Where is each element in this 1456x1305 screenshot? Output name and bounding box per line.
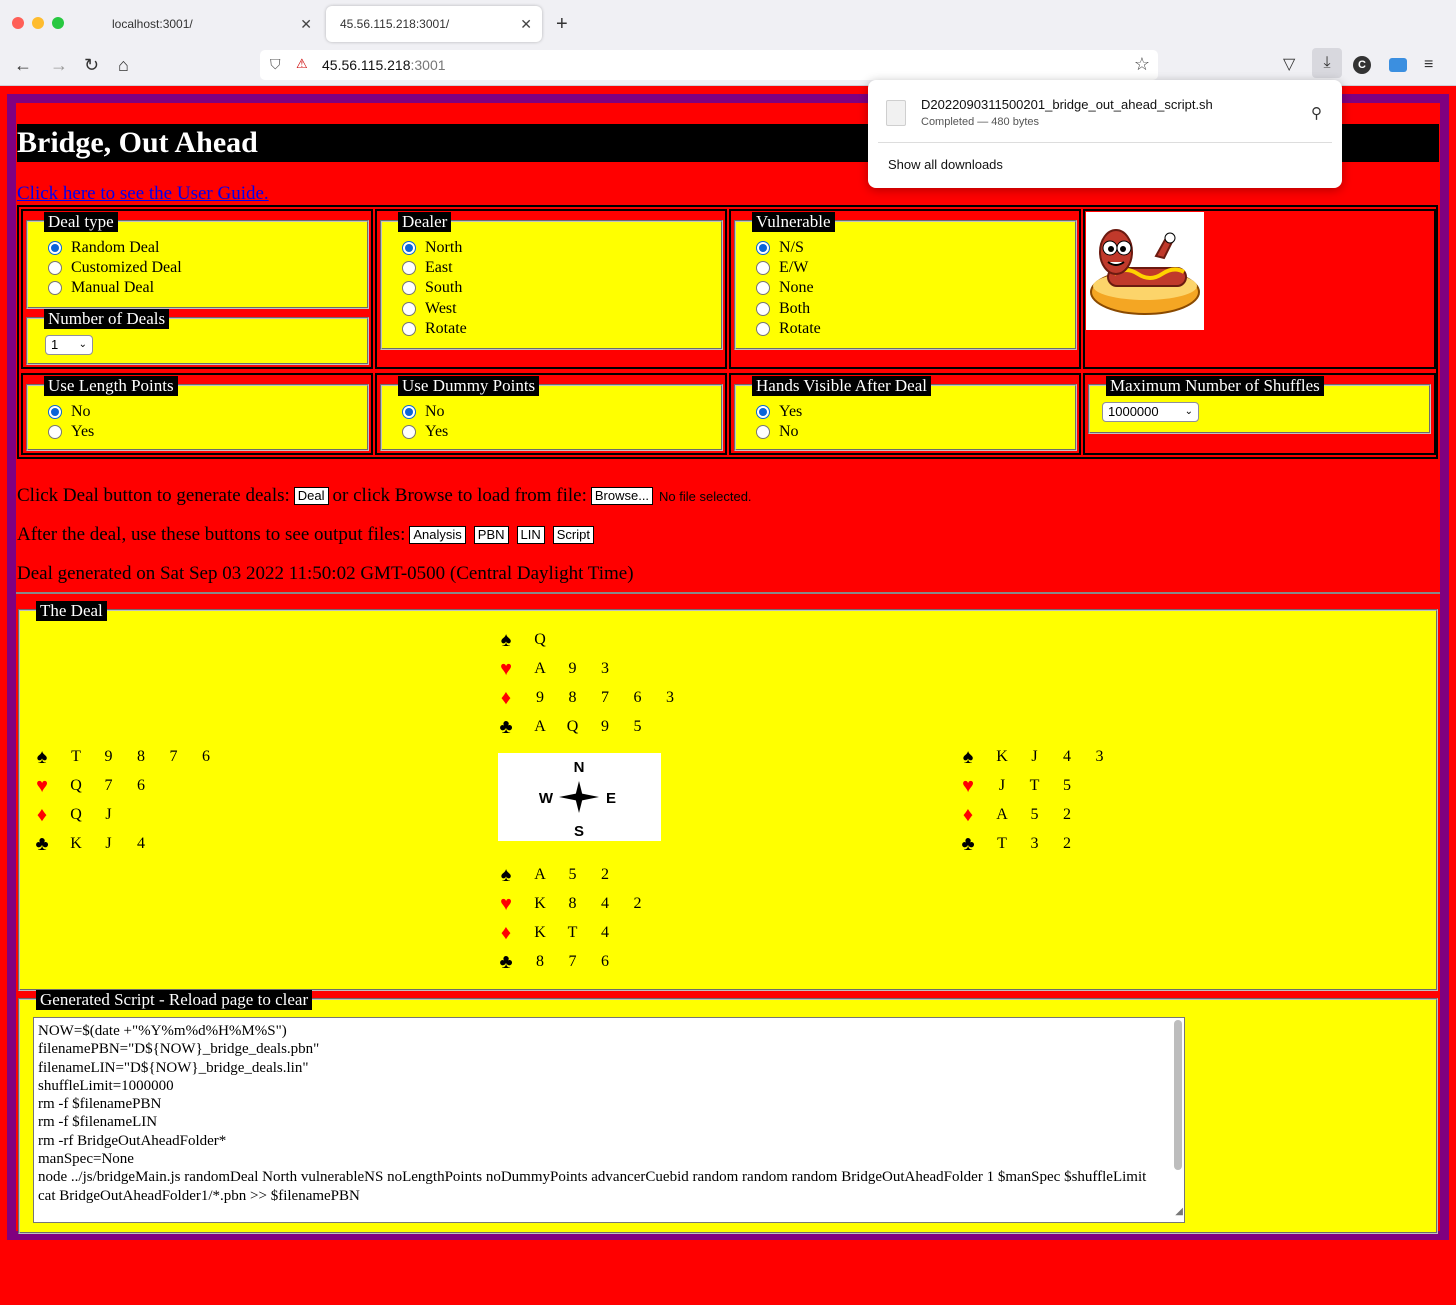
zoom-window-button[interactable] [52, 17, 64, 29]
deal-button[interactable]: Deal [294, 487, 329, 505]
radio-none[interactable] [756, 278, 814, 298]
hotdog-mascot-icon [1086, 212, 1204, 330]
radio-label: Yes [425, 423, 449, 440]
radio-label: Both [779, 300, 811, 317]
script-textarea[interactable] [33, 1017, 1185, 1223]
diamonds-icon: ♦ [962, 804, 974, 826]
resize-grip-icon[interactable]: ◢ [1175, 1205, 1183, 1217]
script-line: filenamePBN="D${NOW}_bridge_deals.pbn" [38, 1041, 320, 1058]
deal-type-group [26, 212, 369, 309]
length-points-cell [21, 373, 373, 455]
card-rank: 4 [601, 895, 609, 912]
script-line: rm -rf BridgeOutAheadFolder* [38, 1132, 227, 1149]
card-rank: A [534, 718, 546, 735]
radio-button[interactable] [756, 241, 770, 255]
card-rank: K [534, 895, 546, 912]
downloads-panel [868, 80, 1342, 188]
card-rank: Q [534, 631, 546, 648]
card-rank: 6 [202, 748, 210, 765]
card-rank: A [534, 660, 546, 677]
radio-both[interactable] [756, 299, 810, 319]
vulnerable-cell [729, 209, 1081, 369]
card-rank: 7 [601, 689, 609, 706]
settings-grid [17, 205, 1438, 459]
hearts-icon: ♥ [500, 658, 512, 680]
browse-instruction: or click Browse to load from file: [332, 485, 587, 506]
radio-north[interactable] [402, 238, 462, 258]
download-icon[interactable]: ⤓ [1312, 48, 1342, 78]
radio-dummy-yes[interactable] [402, 422, 448, 442]
radio-button[interactable] [402, 241, 416, 255]
deal-legend: The Deal [36, 601, 107, 621]
card-rank: 8 [568, 689, 577, 706]
radio-dummy-no[interactable] [402, 402, 445, 422]
radio-button[interactable] [402, 405, 416, 419]
radio-label: E/W [779, 259, 809, 276]
card-rank: 4 [601, 924, 609, 941]
radio-label: Manual Deal [71, 279, 155, 296]
pbn-button[interactable]: PBN [474, 526, 509, 544]
card-rank: 5 [1030, 806, 1039, 823]
radio-vul-rotate[interactable] [756, 319, 821, 339]
radio-length-yes[interactable] [48, 422, 94, 442]
clubs-icon: ♣ [499, 951, 513, 973]
hands-visible-legend: Hands Visible After Deal [752, 376, 931, 396]
new-tab-icon[interactable]: + [556, 13, 568, 35]
card-rank: T [997, 835, 1007, 852]
card-rank: 3 [601, 660, 609, 677]
pocket-icon[interactable]: ▽ [1283, 56, 1296, 73]
compass-icon [498, 753, 661, 841]
divider [878, 142, 1332, 143]
card-rank: 6 [137, 777, 145, 794]
card-rank: 8 [137, 748, 145, 765]
output-controls-line [17, 524, 598, 546]
file-icon [886, 100, 906, 126]
radio-visible-no[interactable] [756, 422, 799, 442]
hearts-icon: ♥ [36, 775, 48, 797]
card-rank: 8 [568, 895, 577, 912]
show-in-folder-icon[interactable]: ⚲ [1311, 105, 1322, 122]
dummy-points-group [380, 376, 723, 451]
radio-button[interactable] [48, 405, 62, 419]
user-guide-link[interactable]: Click here to see the User Guide. [17, 183, 269, 204]
radio-label: Yes [71, 423, 95, 440]
card-rank: J [105, 806, 112, 823]
deal-instruction: Click Deal button to generate deals: [17, 485, 290, 506]
select-value: 1 [51, 337, 59, 352]
card-rank: 2 [601, 866, 609, 883]
radio-label: East [425, 259, 453, 276]
browse-button[interactable]: Browse... [591, 487, 653, 505]
radio-label: No [71, 403, 91, 420]
card-rank: 9 [104, 748, 113, 765]
radio-label: No [779, 423, 799, 440]
radio-west[interactable] [402, 299, 457, 319]
radio-button[interactable] [402, 261, 416, 275]
shield-icon[interactable]: ⛉ [270, 56, 281, 72]
clubs-icon: ♣ [499, 716, 513, 738]
diamonds-icon: ♦ [500, 922, 512, 944]
show-all-downloads-button[interactable]: Show all downloads [888, 157, 1003, 172]
card-rank: 4 [1063, 748, 1071, 765]
close-window-button[interactable] [12, 17, 24, 29]
radio-button[interactable] [402, 322, 416, 336]
hands-visible-group [734, 376, 1077, 451]
radio-label: North [425, 239, 463, 256]
script-line: node ../js/bridgeMain.js randomDeal North vulnerableNS noLengthPoints noDummyPoints advancerCuebid random random random BridgeOutAheadFolder 1 $manSpec $shuffleLimit [38, 1169, 1147, 1186]
card-rank: J [1031, 748, 1038, 765]
length-points-group [26, 376, 369, 451]
script-legend: Generated Script - Reload page to clear [36, 990, 312, 1010]
card-rank: 2 [1063, 806, 1071, 823]
card-rank: 3 [1030, 835, 1039, 852]
card-rank: 3 [1095, 748, 1104, 765]
radio-visible-yes[interactable] [756, 402, 802, 422]
extension-icon[interactable] [1389, 58, 1407, 72]
tab-label: localhost:3001/ [112, 17, 193, 31]
tab-localhost[interactable] [98, 6, 322, 42]
generated-timestamp: Deal generated on Sat Sep 03 2022 11:50:02 GMT-0500 (Central Daylight Time) [17, 563, 634, 584]
card-rank: K [534, 924, 546, 941]
radio-button[interactable] [402, 425, 416, 439]
menu-icon[interactable]: ≡ [1424, 56, 1434, 73]
card-rank: Q [70, 806, 82, 823]
reload-icon[interactable]: ↻ [84, 55, 100, 75]
hearts-icon: ♥ [962, 775, 974, 797]
radio-ns[interactable] [756, 238, 804, 258]
radio-dealer-rotate[interactable] [402, 319, 467, 339]
logo-cell [1083, 209, 1436, 369]
compass-rose [498, 753, 661, 841]
tab-label: 45.56.115.218:3001/ [340, 17, 450, 31]
card-rank: 8 [536, 953, 544, 970]
hearts-icon: ♥ [500, 893, 512, 915]
card-rank: 6 [633, 689, 642, 706]
card-rank: 9 [568, 660, 577, 677]
card-rank: 5 [568, 866, 577, 883]
card-rank: 5 [633, 718, 642, 735]
card-rank: 7 [104, 777, 113, 794]
diamonds-icon: ♦ [500, 687, 512, 709]
card-rank: K [70, 835, 82, 852]
max-shuffles-group [1088, 376, 1431, 434]
minimize-window-button[interactable] [32, 17, 44, 29]
card-rank: 7 [169, 748, 178, 765]
dealer-cell [375, 209, 727, 369]
card-rank: 2 [633, 895, 642, 912]
forward-icon[interactable]: → [50, 55, 68, 75]
compass-north: N [573, 759, 585, 776]
card-rank: 9 [601, 718, 609, 735]
back-icon[interactable]: ← [14, 55, 32, 75]
card-rank: 2 [1063, 835, 1071, 852]
account-icon[interactable]: C [1353, 56, 1371, 74]
radio-label: Customized Deal [71, 259, 182, 276]
output-instruction: After the deal, use these buttons to see output files: [17, 524, 406, 545]
max-shuffles-cell [1083, 373, 1436, 455]
card-rank: J [998, 777, 1006, 794]
radio-button[interactable] [48, 241, 62, 255]
vulnerable-group [734, 212, 1077, 350]
length-points-legend: Use Length Points [44, 376, 178, 396]
radio-customized-deal[interactable] [48, 258, 182, 278]
script-line: filenameLIN="D${NOW}_bridge_deals.lin" [38, 1059, 309, 1076]
script-button[interactable]: Script [553, 526, 594, 544]
no-file-text: No file selected. [659, 488, 752, 504]
compass-west: W [538, 790, 554, 807]
page-title: Bridge, Out Ahead [17, 124, 1439, 162]
radio-east[interactable] [402, 258, 453, 278]
radio-label: None [779, 279, 814, 296]
num-deals-group [26, 309, 369, 365]
radio-button[interactable] [756, 281, 770, 295]
card-rank: 3 [666, 689, 674, 706]
radio-label: Rotate [779, 320, 821, 337]
insecure-lock-icon[interactable]: ⚠ [296, 56, 308, 71]
card-rank: 4 [137, 835, 145, 852]
hands-visible-cell [729, 373, 1081, 455]
script-panel [18, 990, 1438, 1234]
radio-manual-deal[interactable] [48, 278, 154, 298]
diamonds-icon: ♦ [36, 804, 48, 826]
radio-label: Rotate [425, 320, 467, 337]
home-icon[interactable]: ⌂ [118, 55, 129, 75]
card-rank: J [105, 835, 112, 852]
chevron-down-icon: ⌄ [1184, 406, 1193, 417]
deal-controls-line [17, 485, 752, 507]
script-line: cat BridgeOutAheadFolder1/*.pbn >> $filenamePBN [38, 1187, 360, 1204]
script-line: NOW=$(date +"%Y%m%d%H%M%S") [38, 1023, 287, 1039]
spades-icon: ♠ [500, 864, 512, 886]
num-deals-legend: Number of Deals [44, 309, 169, 329]
radio-ew[interactable] [756, 258, 808, 278]
dealer-legend: Dealer [398, 212, 451, 232]
hotdog-logo [1086, 212, 1204, 330]
card-rank: K [996, 748, 1008, 765]
script-line: rm -f $filenameLIN [38, 1114, 158, 1131]
radio-button[interactable] [756, 425, 770, 439]
vulnerable-legend: Vulnerable [752, 212, 835, 232]
compass-south: S [573, 823, 585, 840]
radio-button[interactable] [756, 322, 770, 336]
close-icon[interactable]: ✕ [520, 16, 532, 32]
radio-button[interactable] [756, 302, 770, 316]
url-host: 45.56.115.218 [322, 57, 411, 73]
close-icon[interactable]: ✕ [300, 16, 312, 32]
deal-panel [18, 601, 1438, 991]
url-text[interactable] [322, 57, 446, 73]
card-rank: 5 [1063, 777, 1071, 794]
radio-button[interactable] [48, 425, 62, 439]
radio-label: Yes [779, 403, 803, 420]
clubs-icon: ♣ [35, 833, 49, 855]
card-rank: A [996, 806, 1008, 823]
card-rank: 7 [568, 953, 577, 970]
card-rank: Q [566, 718, 579, 735]
clubs-icon: ♣ [961, 833, 975, 855]
radio-button[interactable] [402, 281, 416, 295]
radio-label: Random Deal [71, 239, 160, 256]
analysis-button[interactable]: Analysis [409, 526, 465, 544]
download-status: Completed — 480 bytes [921, 116, 1040, 128]
radio-button[interactable] [48, 261, 62, 275]
address-bar[interactable] [260, 50, 1158, 80]
dummy-points-cell [375, 373, 727, 455]
select-value: 1000000 [1108, 404, 1159, 419]
script-line: shuffleLimit=1000000 [38, 1077, 174, 1094]
card-rank: 6 [601, 953, 609, 970]
radio-button[interactable] [756, 261, 770, 275]
script-line: manSpec=None [38, 1151, 134, 1168]
browser-chrome [0, 0, 1456, 86]
chevron-down-icon: ⌄ [78, 339, 87, 350]
compass-east: E [605, 790, 617, 807]
page-frame [7, 94, 1449, 1240]
card-rank: A [534, 866, 546, 883]
radio-button[interactable] [48, 281, 62, 295]
card-rank: T [1029, 777, 1040, 794]
script-line: rm -f $filenamePBN [38, 1096, 162, 1113]
scrollbar[interactable] [1174, 1020, 1182, 1170]
num-deals-select[interactable] [45, 335, 93, 355]
card-rank: 9 [536, 689, 544, 706]
url-port: :3001 [410, 57, 446, 73]
bookmark-star-icon[interactable]: ☆ [1133, 54, 1150, 74]
card-rank: T [71, 748, 81, 765]
card-rank: Q [70, 777, 82, 794]
radio-label: No [425, 403, 445, 420]
deal-type-cell [21, 209, 373, 369]
radio-label: N/S [779, 239, 804, 256]
dealer-group [380, 212, 723, 350]
deal-type-legend: Deal type [44, 212, 118, 232]
spades-icon: ♠ [962, 746, 974, 768]
spades-icon: ♠ [36, 746, 48, 768]
download-filename[interactable]: D2022090311500201_bridge_out_ahead_script.sh [921, 97, 1213, 112]
lin-button[interactable]: LIN [517, 526, 545, 544]
radio-label: South [425, 279, 463, 296]
radio-random-deal[interactable] [48, 238, 159, 258]
radio-button[interactable] [402, 302, 416, 316]
divider [16, 592, 1440, 594]
radio-label: West [425, 300, 457, 317]
max-shuffles-legend: Maximum Number of Shuffles [1106, 376, 1324, 396]
tab-active-site[interactable] [326, 6, 542, 42]
card-rank: T [567, 924, 578, 941]
spades-icon: ♠ [500, 629, 512, 651]
max-shuffles-select[interactable] [1102, 402, 1199, 422]
radio-length-no[interactable] [48, 402, 91, 422]
radio-button[interactable] [756, 405, 770, 419]
radio-south[interactable] [402, 278, 462, 298]
dummy-points-legend: Use Dummy Points [398, 376, 539, 396]
